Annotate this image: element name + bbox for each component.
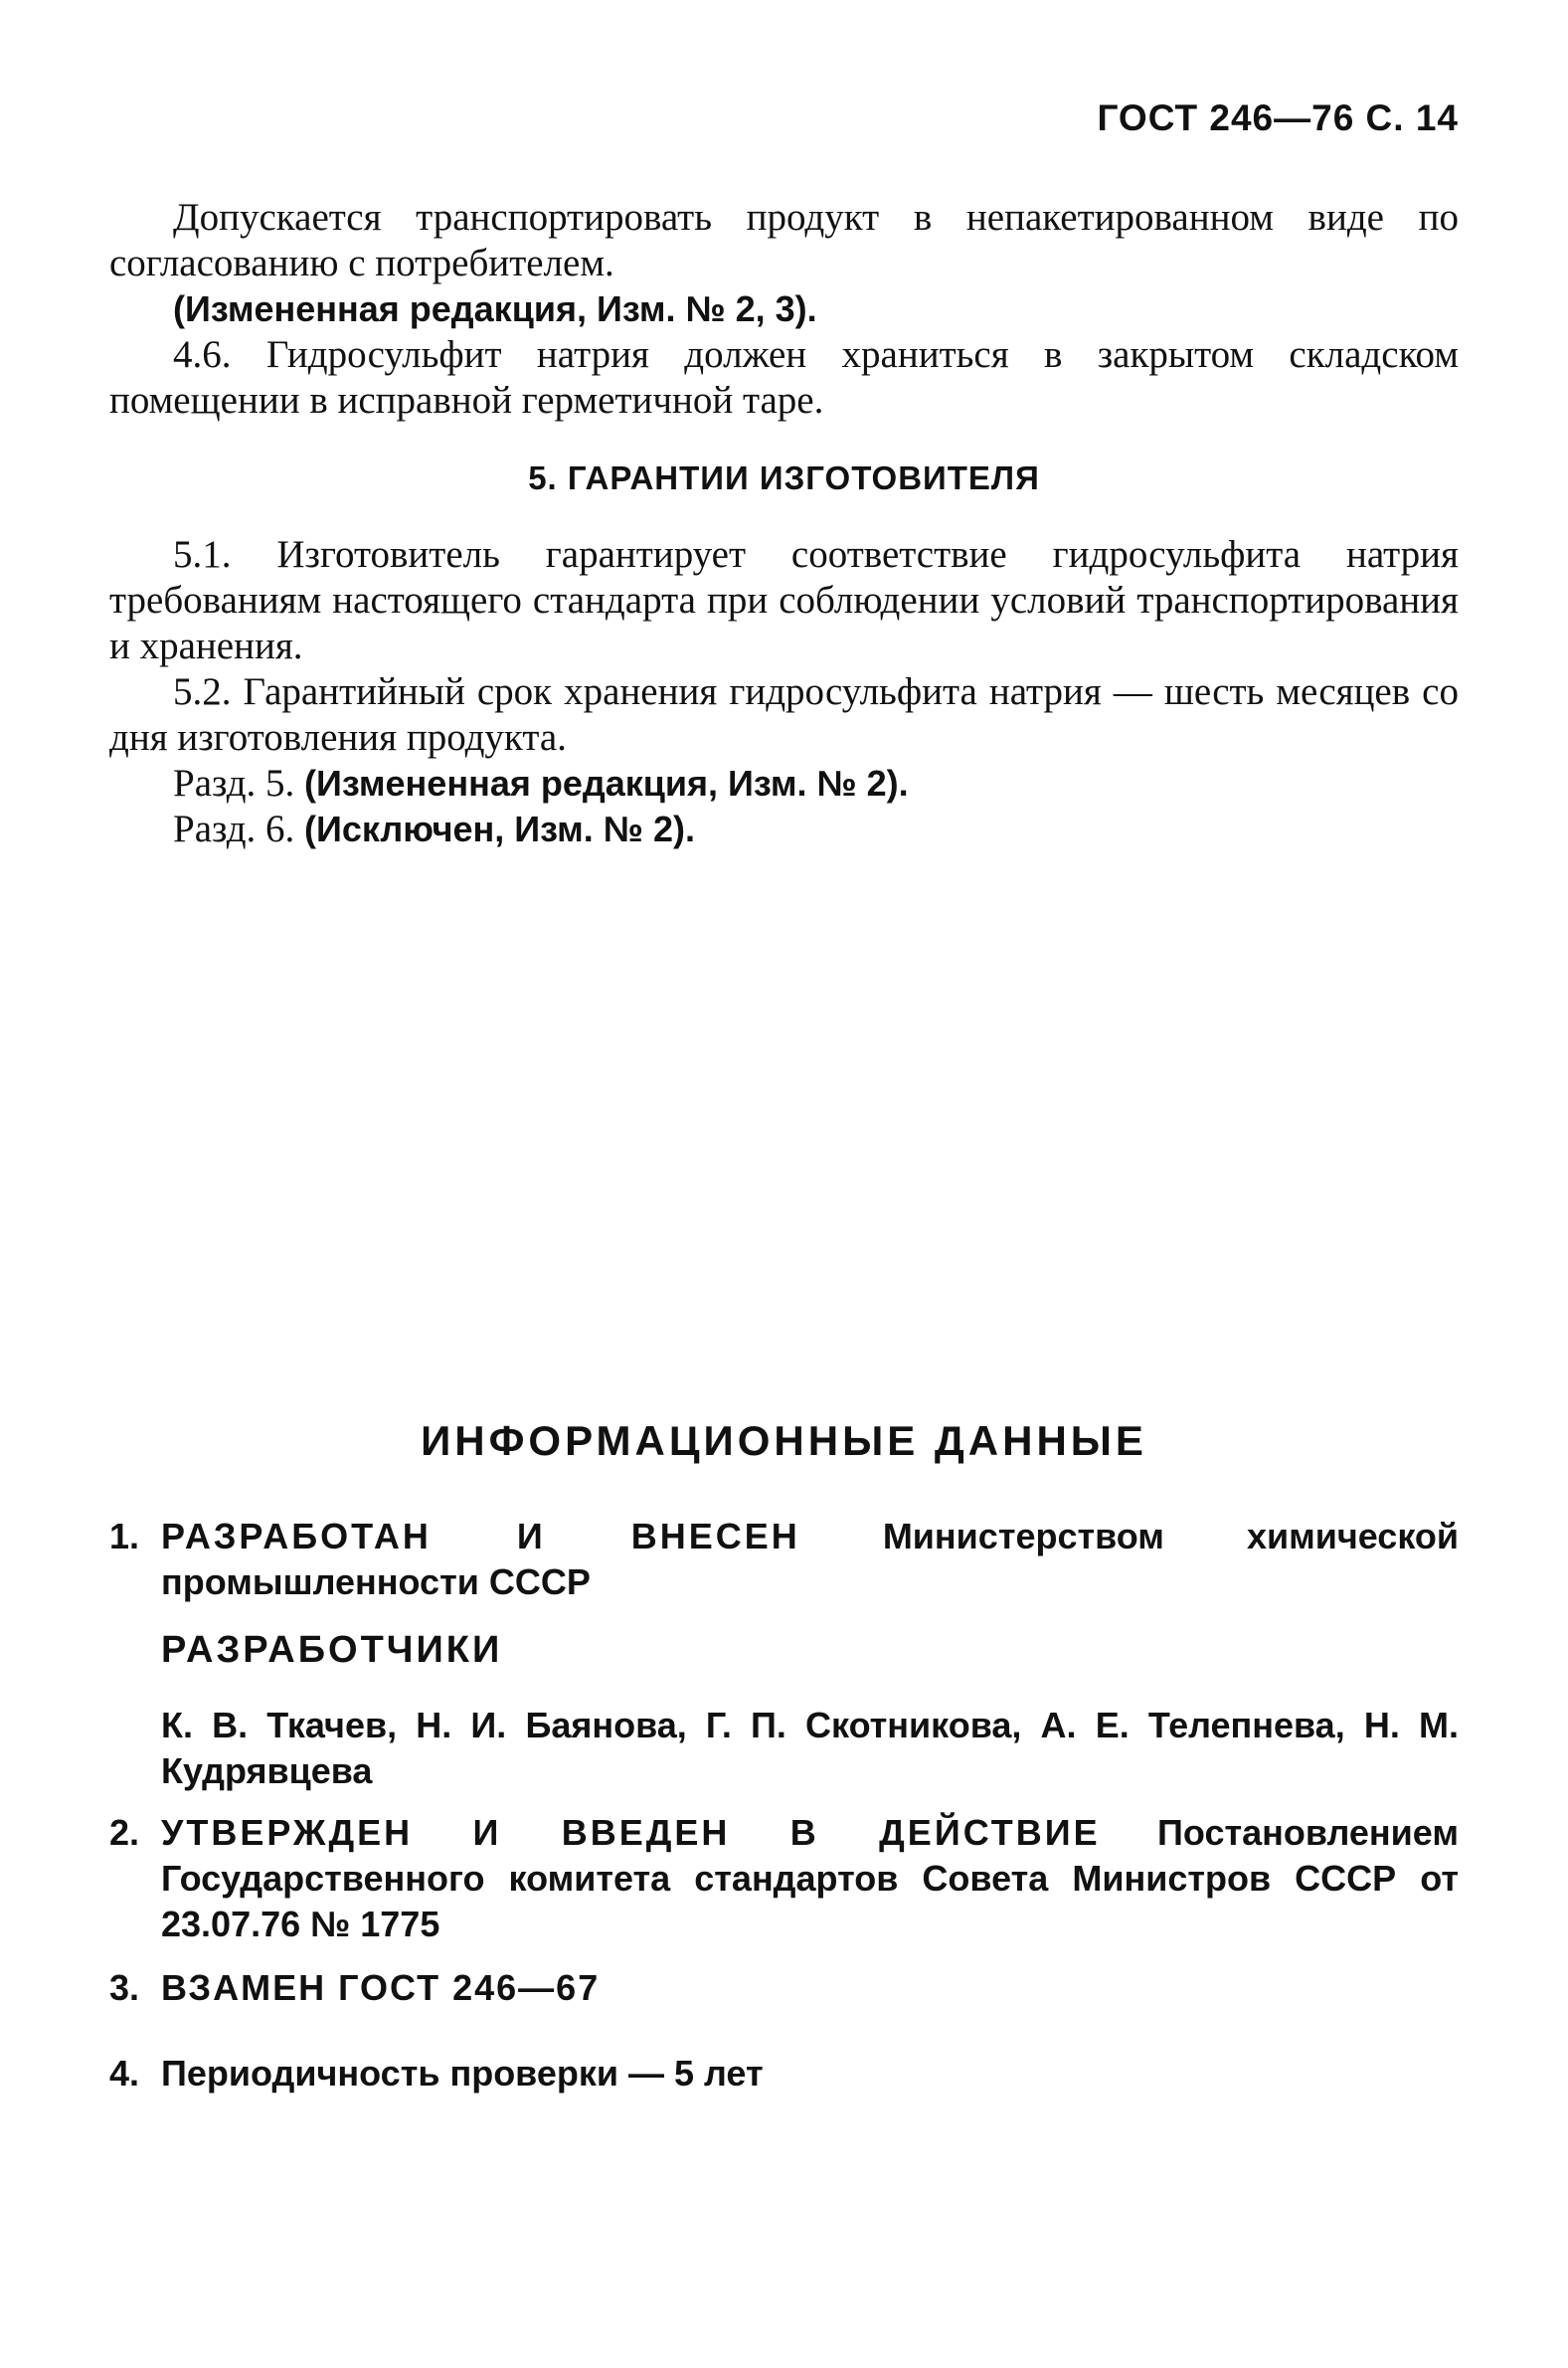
- info-item-1-caps: РАЗРАБОТАН И ВНЕСЕН: [161, 1516, 800, 1556]
- info-item-2-body: [161, 1810, 1459, 1947]
- developers-label: РАЗРАБОТЧИКИ: [161, 1629, 503, 1671]
- info-item-2-number: 2.: [109, 1812, 140, 1853]
- info-item-4-number: 4.: [109, 2053, 140, 2094]
- change-note-text: (Измененная редакция, Изм. № 2, 3).: [173, 288, 817, 329]
- info-item-3-text: ВЗАМЕН ГОСТ 246—67: [161, 1967, 601, 2008]
- razd-5-change: (Измененная редакция, Изм. № 2).: [304, 763, 909, 804]
- razd-5-note: [109, 761, 1459, 807]
- info-item-2-caps: УТВЕРЖДЕН И ВВЕДЕН В ДЕЙСТВИЕ: [161, 1812, 1101, 1853]
- razd-6-note: [109, 807, 1459, 852]
- info-item-3-number: 3.: [109, 1967, 140, 2008]
- info-item-2: [109, 1810, 1459, 1947]
- info-item-3-body: [161, 1965, 1459, 2011]
- info-item-4-body: [161, 2051, 1459, 2096]
- info-item-4: [109, 2051, 1459, 2096]
- info-item-4-text: Периодичность проверки — 5 лет: [161, 2053, 764, 2094]
- razd-6-label: Разд. 6.: [173, 808, 295, 850]
- razd-5-label: Разд. 5.: [173, 762, 295, 805]
- info-item-1: [109, 1514, 1459, 1605]
- paragraph-5-1: 5.1. Изготовитель гарантирует соответствие гидросульфита натрия требованиям настоящего стандарта при соблюдении условий транспортирования и хранения.: [109, 533, 1459, 667]
- paragraph-5-2: 5.2. Гарантийный срок хранения гидросульфита натрия — шесть месяцев со дня изготовления продукта.: [109, 670, 1459, 759]
- razd-6-change: (Исключен, Изм. № 2).: [304, 809, 695, 849]
- change-note-4-5: [109, 286, 1459, 332]
- paragraph-transport: Допускается транспортировать продукт в непакетированном виде по согласованию с потребителем.: [109, 196, 1459, 284]
- info-item-2-text: Постановлением Государственного комитета стандартов Совета Министров СССР от 23.07.76 № 1775: [161, 1812, 1459, 1944]
- info-item-1-text: Министерством химической промышленности СССР: [161, 1516, 1459, 1602]
- info-item-1-number: 1.: [109, 1516, 140, 1556]
- info-item-1-body: [161, 1514, 1459, 1605]
- page-header: ГОСТ 246—76 С. 14: [1097, 97, 1459, 138]
- paragraph-4-6: 4.6. Гидросульфит натрия должен храниться в закрытом складском помещении в исправной герметичной таре.: [109, 333, 1459, 422]
- info-data-title: ИНФОРМАЦИОННЫЕ ДАННЫЕ: [421, 1417, 1147, 1464]
- info-item-3: [109, 1965, 1459, 2011]
- section-5-title: 5. ГАРАНТИИ ИЗГОТОВИТЕЛЯ: [528, 459, 1040, 496]
- developers-list: К. В. Ткачев, Н. И. Баянова, Г. П. Скотникова, А. Е. Телепнева, Н. М. Кудрявцева: [161, 1705, 1459, 1791]
